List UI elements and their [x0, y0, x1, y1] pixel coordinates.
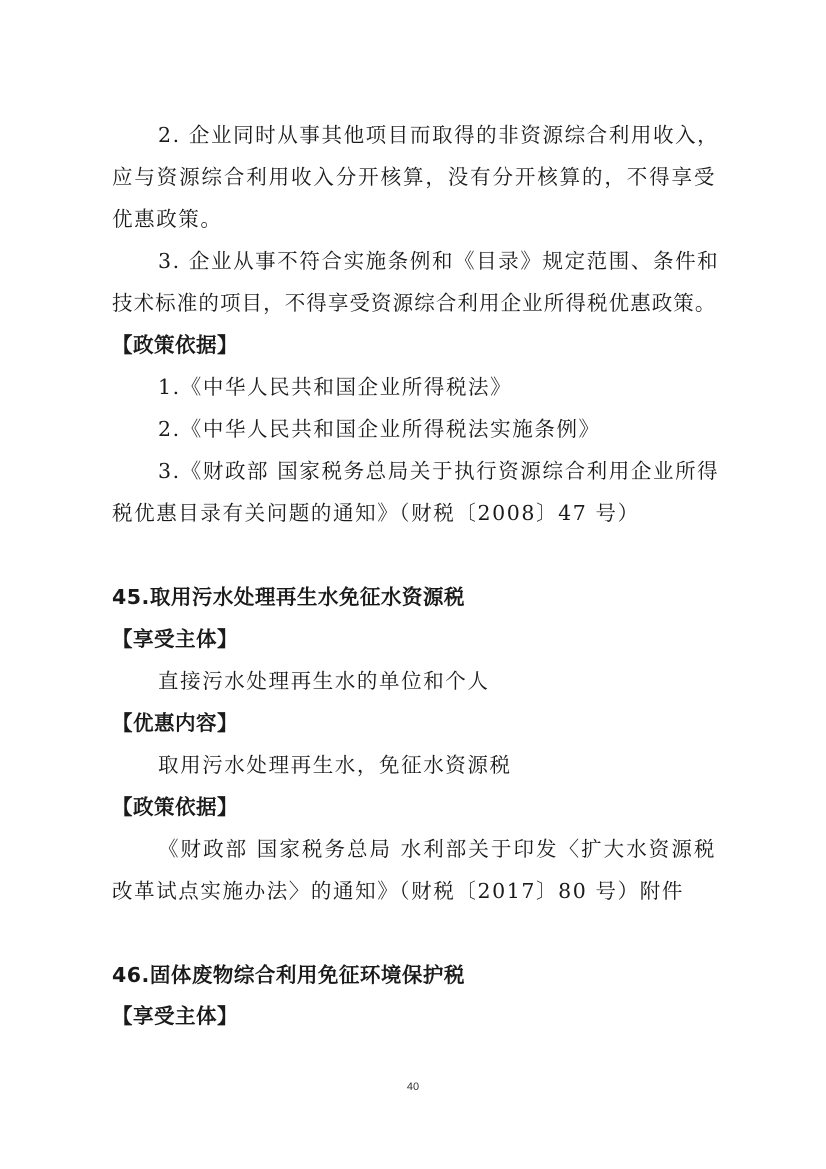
item-45-subject-heading: 【享受主体】 [112, 627, 238, 651]
paragraph-line: 优惠政策。 [112, 207, 223, 231]
paragraph-line: 技术标准的项目，不得享受资源综合利用企业所得税优惠政策。 [112, 291, 716, 315]
item-46-title: 46.固体废物综合利用免征环境保护税 [112, 963, 465, 987]
item-46-subject-heading: 【享受主体】 [112, 1004, 238, 1028]
paragraph-line: 2. 企业同时从事其他项目而取得的非资源综合利用收入， [158, 123, 720, 147]
item-45-basis-line: 《财政部 国家税务总局 水利部关于印发〈扩大水资源税 [158, 837, 716, 861]
paragraph-line: 应与资源综合利用收入分开核算，没有分开核算的，不得享受 [112, 165, 716, 189]
item-45-content-heading: 【优惠内容】 [112, 711, 238, 735]
policy-basis-item: 税优惠目录有关问题的通知》（财税〔2008〕47 号） [112, 501, 640, 525]
page-number: 40 [406, 1081, 420, 1093]
item-45-content-text: 取用污水处理再生水，免征水资源税 [158, 753, 512, 777]
policy-basis-item: 2.《中华人民共和国企业所得税法实施条例》 [158, 417, 601, 441]
policy-basis-item: 3.《财政部 国家税务总局关于执行资源综合利用企业所得 [158, 459, 720, 483]
section-heading-policy-basis: 【政策依据】 [112, 333, 238, 357]
item-45-basis-heading: 【政策依据】 [112, 795, 238, 819]
item-45-title: 45.取用污水处理再生水免征水资源税 [112, 585, 465, 609]
paragraph-line: 3. 企业从事不符合实施条例和《目录》规定范围、条件和 [158, 249, 720, 273]
item-45-basis-line: 改革试点实施办法〉的通知》（财税〔2017〕80 号）附件 [112, 879, 684, 903]
policy-basis-item: 1.《中华人民共和国企业所得税法》 [158, 375, 513, 399]
item-45-subject-text: 直接污水处理再生水的单位和个人 [158, 669, 490, 693]
